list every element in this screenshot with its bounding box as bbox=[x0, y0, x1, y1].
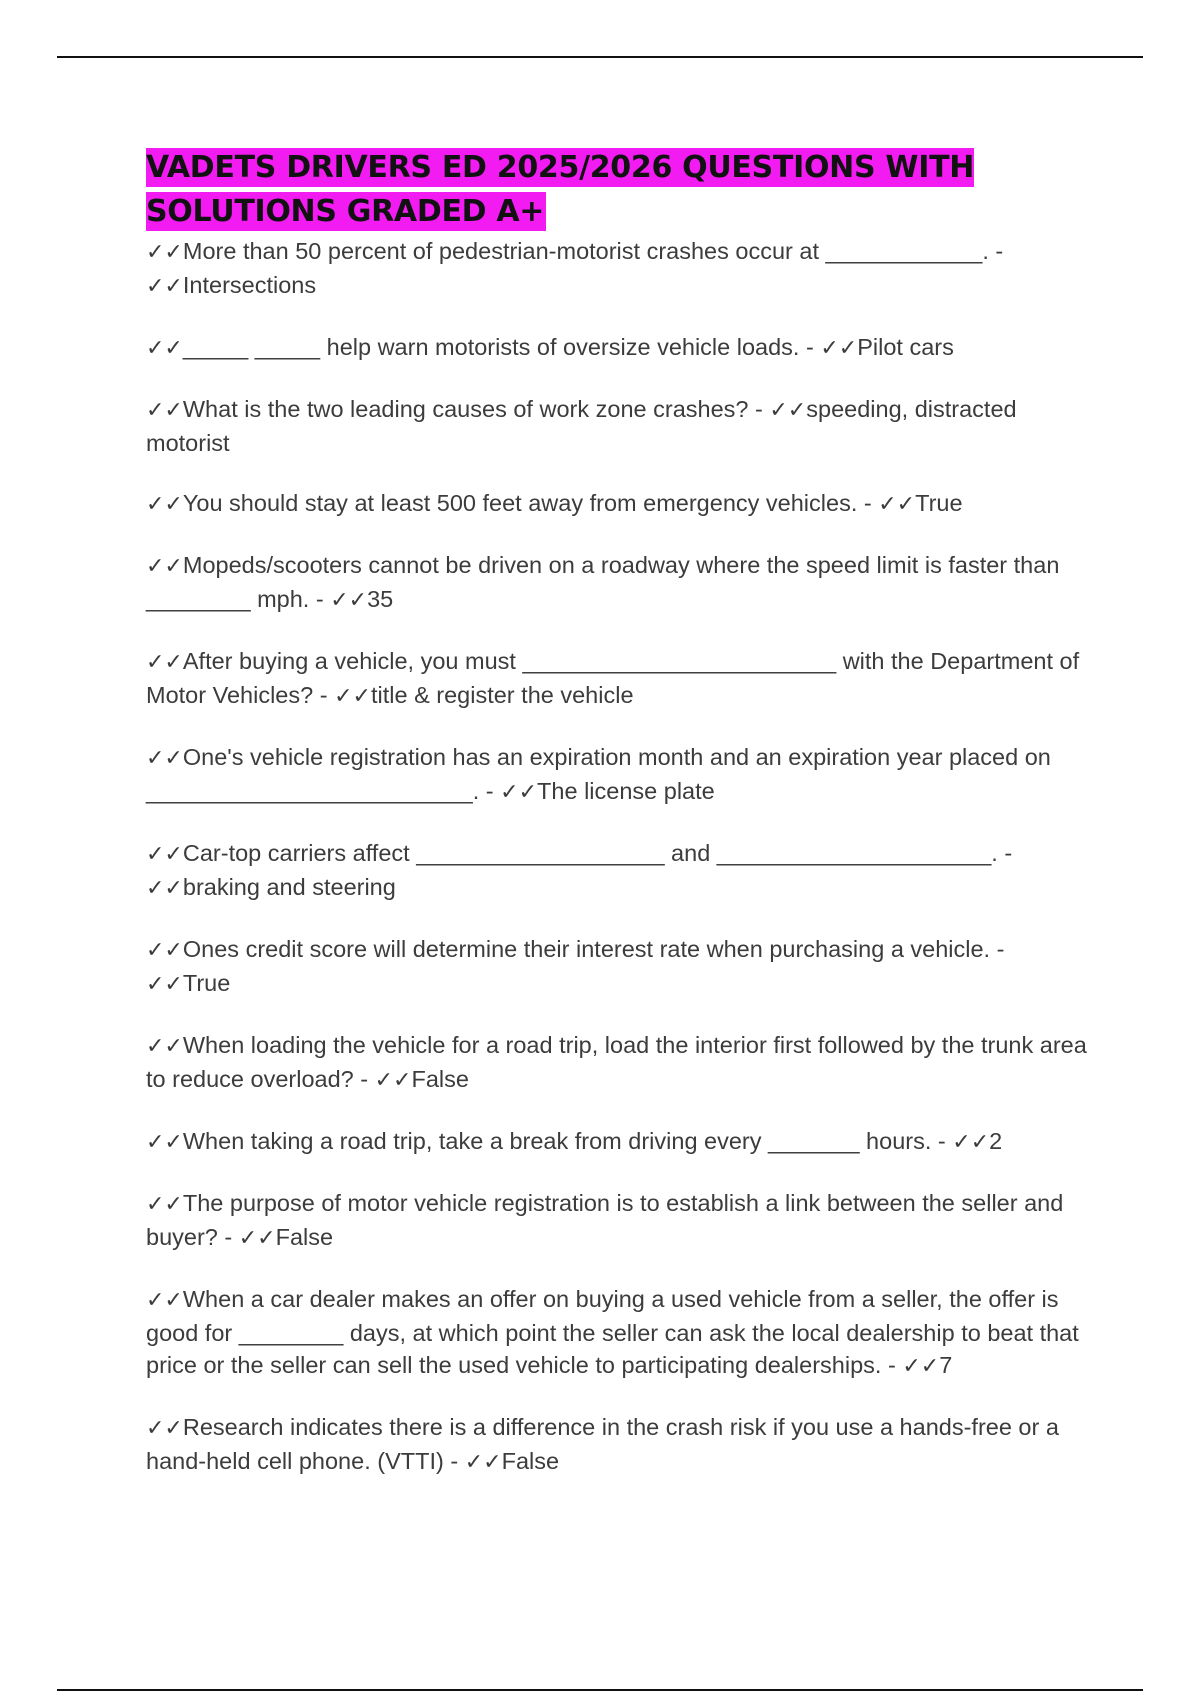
question-text: ✓✓ Car-top carriers affect ___________________ and _____________________. bbox=[146, 840, 998, 866]
question-text: ✓✓ The purpose of motor vehicle registration is to establish a link between the seller and buyer? bbox=[146, 1190, 1063, 1250]
answer-text: ✓✓ braking and steering bbox=[146, 874, 396, 900]
qa-item: ✓✓ Ones credit score will determine their interest rate when purchasing a vehicle. - ✓✓ True bbox=[146, 933, 1091, 1001]
qa-item: ✓✓ After buying a vehicle, you must ________________________ with the Department of Motor Vehicles? - ✓✓ title & register the vehicle bbox=[146, 645, 1091, 713]
qa-item: ✓✓ More than 50 percent of pedestrian-motorist crashes occur at ____________. - ✓✓ Intersections bbox=[146, 235, 1091, 303]
question-text: ✓✓ Research indicates there is a difference in the crash risk if you use a hands-free or a hand-held cell phone. (VTTI) bbox=[146, 1414, 1059, 1474]
answer-text: ✓✓ True bbox=[146, 970, 230, 996]
question-text: ✓✓ You should stay at least 500 feet away from emergency vehicles. bbox=[146, 490, 857, 516]
qa-item: ✓✓ _____ _____ help warn motorists of oversize vehicle loads. - ✓✓ Pilot cars bbox=[146, 331, 1091, 365]
top-rule bbox=[57, 56, 1143, 58]
title-highlight: VADETS DRIVERS ED 2025/2026 QUESTIONS WITH SOLUTIONS GRADED A+ bbox=[146, 150, 975, 229]
question-text: ✓✓ When taking a road trip, take a break from driving every _______ hours. bbox=[146, 1128, 931, 1154]
answer-text: ✓✓ 2 bbox=[952, 1128, 1002, 1154]
qa-item: ✓✓ You should stay at least 500 feet away from emergency vehicles. - ✓✓ True bbox=[146, 487, 1091, 521]
answer-text: ✓✓ title & register the vehicle bbox=[334, 682, 633, 708]
bottom-rule bbox=[57, 1689, 1143, 1691]
answer-text: ✓✓ Intersections bbox=[146, 272, 316, 298]
qa-item: ✓✓ When taking a road trip, take a break from driving every _______ hours. - ✓✓ 2 bbox=[146, 1125, 1091, 1159]
qa-item: ✓✓ One's vehicle registration has an expiration month and an expiration year placed on _________________________. - ✓✓ The license plate bbox=[146, 741, 1091, 809]
qa-item: ✓✓ Research indicates there is a difference in the crash risk if you use a hands-free or a hand-held cell phone. (VTTI) - ✓✓ False bbox=[146, 1411, 1091, 1479]
question-text: ✓✓ Ones credit score will determine their interest rate when purchasing a vehicle. bbox=[146, 936, 990, 962]
document-title bbox=[146, 146, 1106, 234]
answer-text: ✓✓ 7 bbox=[902, 1352, 952, 1378]
answer-text: ✓✓ False bbox=[239, 1224, 333, 1250]
answer-text: ✓✓ Pilot cars bbox=[820, 334, 954, 360]
question-text: ✓✓ When a car dealer makes an offer on buying a used vehicle from a seller, the offer is good for ________ days, at which point the seller can ask the local dealership to beat that price or the seller can sell the used vehicle to participating dealerships. bbox=[146, 1286, 1079, 1378]
question-text: ✓✓ More than 50 percent of pedestrian-motorist crashes occur at ____________. bbox=[146, 238, 989, 264]
qa-item: ✓✓ Car-top carriers affect ___________________ and _____________________. - ✓✓ braking and steering bbox=[146, 837, 1091, 905]
qa-item: ✓✓ When a car dealer makes an offer on buying a used vehicle from a seller, the offer is good for ________ days, at which point the seller can ask the local dealership to beat that price or the seller can sell the used vehicle to participating dealerships. - ✓✓ 7 bbox=[146, 1283, 1091, 1383]
qa-item: ✓✓ Mopeds/scooters cannot be driven on a roadway where the speed limit is faster than ________ mph. - ✓✓ 35 bbox=[146, 549, 1091, 617]
qa-list bbox=[146, 235, 1091, 1507]
question-text: ✓✓ Mopeds/scooters cannot be driven on a roadway where the speed limit is faster than ________ mph. bbox=[146, 552, 1059, 612]
question-text: ✓✓ One's vehicle registration has an expiration month and an expiration year placed on _________________________. bbox=[146, 744, 1051, 804]
answer-text: ✓✓ True bbox=[878, 490, 962, 516]
question-text: ✓✓ After buying a vehicle, you must ________________________ with the Department of Motor Vehicles? bbox=[146, 648, 1079, 708]
answer-text: ✓✓ False bbox=[465, 1448, 559, 1474]
question-text: ✓✓ When loading the vehicle for a road trip, load the interior first followed by the trunk area to reduce overload? bbox=[146, 1032, 1087, 1092]
answer-text: ✓✓ speeding, distracted motorist bbox=[146, 396, 1017, 456]
answer-text: ✓✓ The license plate bbox=[500, 778, 715, 804]
answer-text: ✓✓ False bbox=[375, 1066, 469, 1092]
qa-item: ✓✓ The purpose of motor vehicle registration is to establish a link between the seller and buyer? - ✓✓ False bbox=[146, 1187, 1091, 1255]
qa-item: ✓✓ What is the two leading causes of work zone crashes? - ✓✓ speeding, distracted motorist bbox=[146, 393, 1091, 459]
answer-text: ✓✓ 35 bbox=[330, 586, 393, 612]
question-text: ✓✓ What is the two leading causes of work zone crashes? bbox=[146, 396, 748, 422]
qa-item: ✓✓ When loading the vehicle for a road trip, load the interior first followed by the trunk area to reduce overload? - ✓✓ False bbox=[146, 1029, 1091, 1097]
question-text: ✓✓ _____ _____ help warn motorists of oversize vehicle loads. bbox=[146, 334, 799, 360]
